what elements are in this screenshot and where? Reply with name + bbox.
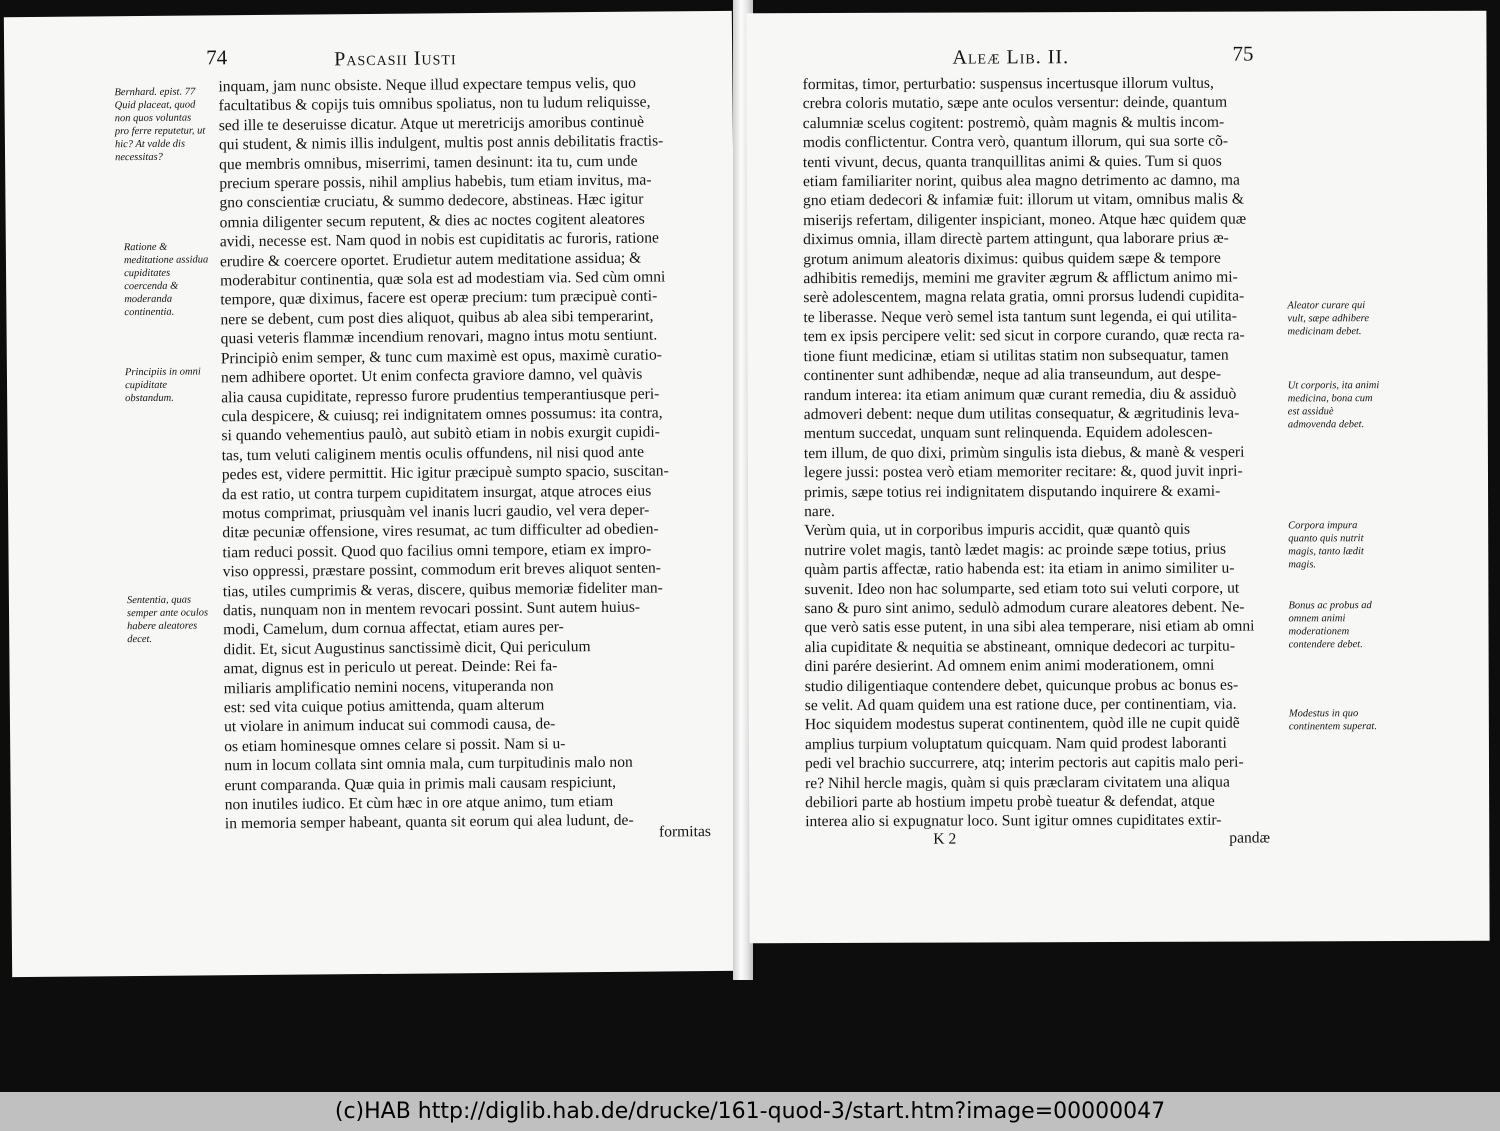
text-line: tem ex ipsis percipere velit: sed sicut in corpore curando, quæ recta ra- xyxy=(803,326,1245,346)
left-running-head: Pascasii Iusti xyxy=(334,47,457,71)
text-line: re? Nihil hercle magis, quàm si quis præclaram civitatem una aliqua xyxy=(805,773,1230,792)
text-line: Hoc siquidem modestus superat continentem, quòd ille ne cupit quidẽ xyxy=(804,714,1240,734)
text-line: interea alio si expugnatur loco. Sunt igitur omnes cupiditates extir- xyxy=(805,812,1222,831)
text-line: tempore, quæ diximus, facere est operæ precium: tum præcipuè conti- xyxy=(220,287,658,309)
text-line: continenter sunt adhibendæ, neque ad alia transeundum, aut despe- xyxy=(803,365,1222,385)
copyright-footer: (c)HAB http://diglib.hab.de/drucke/161-quod-3/start.htm?image=00000047 xyxy=(0,1092,1500,1131)
text-line: gno conscientiæ cruciatu, & summo dedecore, abstineas. Hæc igitur xyxy=(219,191,644,212)
text-line: datis, nunquam non in mentem revocari possint. Sunt autem huius- xyxy=(222,598,641,620)
text-line: Principiò enim semper, & tunc cum maximè est opus, maximè curatio- xyxy=(220,346,662,368)
text-line: inquam, jam nunc obsiste. Neque illud expectare tempus velis, quo xyxy=(218,74,636,96)
text-line: est: sed vita cuique potius amittenda, quam alterum xyxy=(223,696,545,717)
text-line: qui student, & nimis illis indulgent, multis post annis debilitatis fractis- xyxy=(218,132,664,154)
text-line: que verò satis esse putent, in una sibi alea temperare, nisi etiam ab omni xyxy=(804,617,1255,637)
text-line: pedi vel brachio succurrere, atq; interim pectoris aut capitis malo peri- xyxy=(804,753,1244,773)
text-line: mentum succedat, unquam sunt relinquenda. Equidem adolescen- xyxy=(803,423,1213,443)
text-line: admoveri debent: neque dum utilitas consequatur, & ægritudinis leva- xyxy=(803,404,1240,424)
text-line: alia causa cupiditate, represso furore prudentius temperantiusque peri- xyxy=(221,384,660,406)
text-line: randum interea: ita etiam animum quæ curant remedia, diu & assiduò xyxy=(803,385,1237,404)
text-line: tias, utiles cumprimis & veras, discere, quibus memoriæ fideliter man- xyxy=(222,579,663,600)
right-running-head: Aleæ Lib. II. xyxy=(952,46,1070,69)
text-line: viso oppressi, præstare possint, commodum erit breves aliquot senten- xyxy=(222,559,662,581)
text-line: debiliori parte ab hostium impetu probè tueatur & defendat, atque xyxy=(805,792,1215,812)
text-line: modi, Camelum, dum cornua affectat, etiam aures per- xyxy=(223,618,564,639)
text-line: tas, tum veluti caliginem mentis oculis offundens, nil nisi quod ante xyxy=(221,443,645,465)
text-line: serè adolescentem, magna relata gratia, omni prorsus ludendi cupidita- xyxy=(803,288,1245,307)
text-line: sano & puro sint animo, sedulò admodum curare aleatores debent. Ne- xyxy=(804,598,1245,618)
text-line: tione fiunt medicinæ, etiam si utilitas statim non subsequatur, tamen xyxy=(803,346,1229,365)
text-line: se velit. Ad quam quidem una est ratione duce, per continentiam, via. xyxy=(804,695,1237,715)
text-line: adhibitis remedijs, memini me graviter ægrum & afflictum animo mi- xyxy=(803,268,1238,288)
right-marginal-note-1: Aleator curare qui vult, sæpe adhibere medicinam debet. xyxy=(1287,300,1370,338)
text-line: motus comprimat, priusquàm vel inanis lucri gaudio, vel vera deper- xyxy=(222,501,650,523)
text-line: tiam reduci possit. Quod quo facilius omni tempore, etiam ex impro- xyxy=(222,540,652,562)
left-marginal-note-3: Principiis in omni cupiditate obstandum. xyxy=(124,366,201,405)
text-line: precium sperare possis, nihil amplius habebis, tum etiam invitus, ma- xyxy=(219,171,652,193)
text-line: nutrire volet magis, tantò lædet magis: ac proinde sæpe totius, prius xyxy=(804,540,1227,559)
right-page xyxy=(746,11,1489,944)
text-line: te liberasse. Neque verò semel ista tantum sunt legenda, ei qui utilita- xyxy=(803,307,1237,326)
left-marginal-note-2: Ratione & meditatione assidua cupiditates coercenda & moderanda continentia. xyxy=(123,241,209,319)
text-line: suvenit. Ideo non hac solumparte, sed etiam toto sui veluti corpore, ut xyxy=(804,579,1240,598)
text-line: crebra coloris mutatio, sæpe ante oculos versentur: deinde, quantum xyxy=(802,94,1228,113)
text-line: tem illum, de quo dixi, primùm singulis ista diebus, & manè & vesperi xyxy=(803,443,1245,462)
left-folio: 74 xyxy=(206,45,228,70)
text-line: os etiam hominesque omnes celare si possit. Nam si u- xyxy=(224,735,566,756)
text-line: etiam familiariter norint, quibus alea magno detrimento ac damno, ma xyxy=(802,171,1240,191)
text-line: dini parére desierint. Ad omnem enim animi moderationem, omni xyxy=(804,656,1215,676)
right-marginal-note-3: Corpora impura quanto quis nutrit magis, tanto lædit magis. xyxy=(1288,520,1364,571)
text-line: studio diligentiaque contendere debet, quicunque probus ac bonus es- xyxy=(804,676,1239,695)
right-marginal-note-4: Bonus ac probus ad omnem animi moderationem contendere debet. xyxy=(1288,600,1372,651)
text-line: erunt comparanda. Quæ quia in primis mali causam respiciunt, xyxy=(224,773,617,794)
text-line: quasi veteris flammæ incendium renovari, magno intus motu sentiunt. xyxy=(220,326,658,348)
right-folio: 75 xyxy=(1232,41,1254,66)
text-line: sed ille te deseruisse dicatur. Atque ut meretricijs amoribus continuè xyxy=(218,113,645,135)
text-line: alia cupiditate & nequitia se abstineant, omnique dedecori ac turpitu- xyxy=(804,637,1236,656)
text-line: amat, dignus est in periculo ut pereat. Deinde: Rei fa- xyxy=(223,657,558,678)
left-catchword: formitas xyxy=(658,823,712,841)
text-line: amplius turpium voluptatum quicquam. Nam quid prodest laboranti xyxy=(804,734,1227,753)
left-marginal-note-1: Bernhard. epist. 77 Quid placeat, quod non quos voluntas pro ferre reputetur, ut hic? At valde dis necessitas? xyxy=(114,86,206,164)
text-line: Verùm quia, ut in corporibus impuris accidit, quæ quantò quis xyxy=(804,521,1191,540)
text-line: calumniæ scelus cogitent: postremò, quàm magnis & multis incom- xyxy=(802,113,1225,132)
right-catchword: pandæ xyxy=(1229,829,1271,847)
left-body-text xyxy=(218,73,709,834)
text-line: cula despicere, & cuiusq; rei indignitatem omnes possumus: ita contra, xyxy=(221,404,663,426)
text-line: tenti vivunt, decus, quanta tranquillitas animi & quies. Tum si quos xyxy=(802,152,1222,171)
text-line: in memoria semper habeant, quanta sit eorum qui alea ludunt, de- xyxy=(224,812,634,833)
text-line: facultatibus & copijs tuis omnibus spoliatus, non tu ludum reliquisse, xyxy=(218,93,651,115)
text-line: nem adhibere oportet. Ut enim confecta graviore damno, vel quàvis xyxy=(220,365,643,387)
text-line: gno etiam dedecori & infamiæ fuit: illorum ut vitam, omnibus malis & xyxy=(803,190,1244,210)
text-line: que membris omnibus, miserrimi, tamen desinunt: ita tu, cum unde xyxy=(219,152,638,173)
text-line: num in locum collata sint omnia mala, cum turpitudinis malo non xyxy=(224,753,633,775)
text-line: miliaris amplificatio nemini nocens, vituperanda non xyxy=(223,677,554,697)
right-marginal-note-2: Ut corporis, ita animi medicina, bona cum est assiduè admovenda debet. xyxy=(1287,380,1380,431)
text-line: da est ratio, ut contra turpem cupiditatem insurgat, atque atroces eius xyxy=(221,482,652,503)
text-line: non inutiles iudico. Et cùm hæc in ore atque animo, tum etiam xyxy=(224,792,614,814)
text-line: didit. Et, sicut Augustinus sanctissimè dicit, Qui periculum xyxy=(223,637,591,659)
text-line: miserijs refertam, diligenter inspiciant, moneo. Atque hæc quidem quæ xyxy=(803,210,1247,229)
text-line: diximus omnia, illam directè partem attingunt, qua laborare prius æ- xyxy=(803,229,1229,249)
text-line: nere se debent, cum post dies aliquot, quibus ab alea sibi temperarint, xyxy=(220,307,654,329)
text-line: primis, sæpe totius rei indignitatem disputando inquirere & exami- xyxy=(804,482,1221,501)
text-line: legere jussi: postea verò etiam memoriter recitare: &, quod juvit inpri- xyxy=(803,462,1243,482)
right-signature-mark: K 2 xyxy=(933,830,957,848)
text-line: omnia diligenter secum reputent, & dies ac noctes cogitent aleatores xyxy=(219,210,645,232)
text-line: quàm partis affectæ, ratio habenda est: ita etiam in animo similiter u- xyxy=(804,559,1235,579)
text-line: si quando vehementius paulò, aut subitò etiam in nobis exurgit cupidi- xyxy=(221,423,660,445)
text-line: formitas, timor, perturbatio: suspensus incertusque illorum vultus, xyxy=(802,74,1214,94)
text-line: erudire & coercere oportet. Erudietur autem meditatione assidua; & xyxy=(219,249,642,270)
text-line: ditæ pecuniæ offensione, vires resumat, ac tum difficulter ad obedien- xyxy=(222,520,659,542)
right-marginal-note-5: Modestus in quo continentem superat. xyxy=(1288,708,1377,733)
text-line: grotum animum aleatoris diximus: quibus quidem sæpe & tempore xyxy=(803,249,1221,268)
text-line: ut violare in animum inducat sui commodi causa, de- xyxy=(223,715,556,736)
text-line: moderabitur continentia, quæ sola est ad modestiam via. Sed cùm omni xyxy=(220,268,666,290)
left-marginal-note-4: Sententia, quas semper ante oculos habere aleatores decet. xyxy=(126,594,209,646)
text-line: modis conflictentur. Contra verò, quantum illorum, qui sua sorte cõ- xyxy=(802,132,1229,152)
text-line: pedes est, videre permittit. Hic igitur præcipuè sumpto spacio, suscitan- xyxy=(221,462,669,484)
right-body-text xyxy=(803,73,1282,832)
text-line: nare. xyxy=(804,502,835,521)
text-line: avidi, necesse est. Nam quod in nobis est cupiditatis ac furoris, ratione xyxy=(219,229,659,251)
left-page xyxy=(4,11,740,977)
